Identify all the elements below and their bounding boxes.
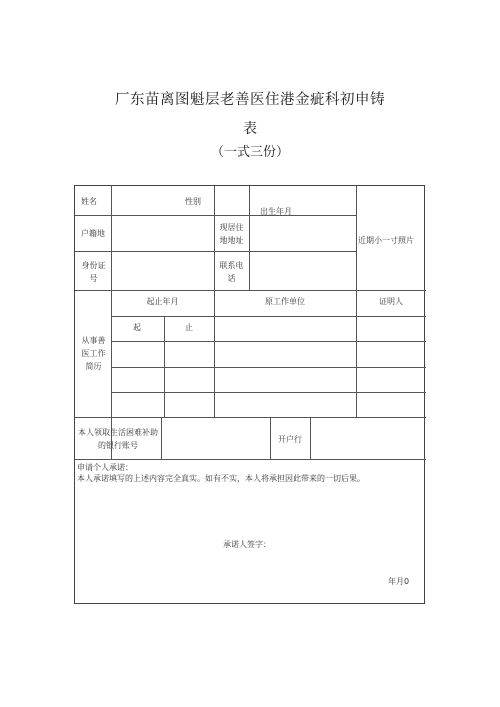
pledge-heading: 申请个人承诺： bbox=[77, 463, 133, 472]
gender-label: 性别 bbox=[185, 197, 201, 206]
photo-label: 近期小一寸照片 bbox=[358, 236, 414, 245]
divider bbox=[214, 186, 215, 290]
divider bbox=[249, 186, 250, 290]
birth-date-label: 出生年月 bbox=[260, 207, 292, 216]
id-card-label: 身份证号 bbox=[81, 261, 106, 283]
divider bbox=[111, 367, 426, 368]
date-label: 年月0 bbox=[388, 577, 410, 586]
pledge-text: 本人承诺填写的上述内容完全真实。如有不实，本人将承担因此带来的一切后果。 bbox=[77, 474, 365, 483]
divider bbox=[75, 417, 426, 418]
divider bbox=[75, 251, 356, 252]
divider bbox=[111, 341, 426, 342]
phone-label: 联系电话 bbox=[219, 261, 244, 283]
name-label: 姓名 bbox=[81, 197, 97, 206]
divider bbox=[161, 417, 162, 459]
divider bbox=[111, 316, 426, 317]
witness-label: 证明人 bbox=[379, 297, 403, 306]
divider bbox=[75, 459, 426, 460]
copies-note: （一式三份） bbox=[210, 145, 289, 160]
signature-label: 承诺人签字： bbox=[223, 540, 271, 549]
residence-address-label: 现居住地地址 bbox=[219, 223, 244, 245]
divider bbox=[310, 417, 311, 459]
period-label: 起止年月 bbox=[146, 297, 179, 306]
end-label: 止 bbox=[185, 323, 193, 332]
divider bbox=[214, 290, 215, 417]
divider bbox=[111, 392, 426, 393]
divider bbox=[356, 316, 357, 417]
former-employer-label: 原工作单位 bbox=[265, 297, 305, 306]
divider bbox=[164, 316, 165, 417]
application-form-table bbox=[74, 185, 425, 604]
form-title: 厂东苗离图魁层老善医住港金疵科初申铸 bbox=[115, 92, 385, 108]
hukou-label: 户籍地 bbox=[81, 229, 105, 238]
work-history-label: 从事善医工作简历 bbox=[81, 336, 106, 371]
start-label: 起 bbox=[133, 323, 141, 332]
divider bbox=[75, 215, 356, 216]
bank-label: 开户行 bbox=[278, 435, 302, 444]
bank-account-label: 本人领取生活困难补助的银行账号 bbox=[78, 428, 158, 450]
divider bbox=[75, 290, 426, 291]
divider bbox=[111, 186, 112, 459]
form-title-continued: 表 bbox=[243, 121, 257, 137]
